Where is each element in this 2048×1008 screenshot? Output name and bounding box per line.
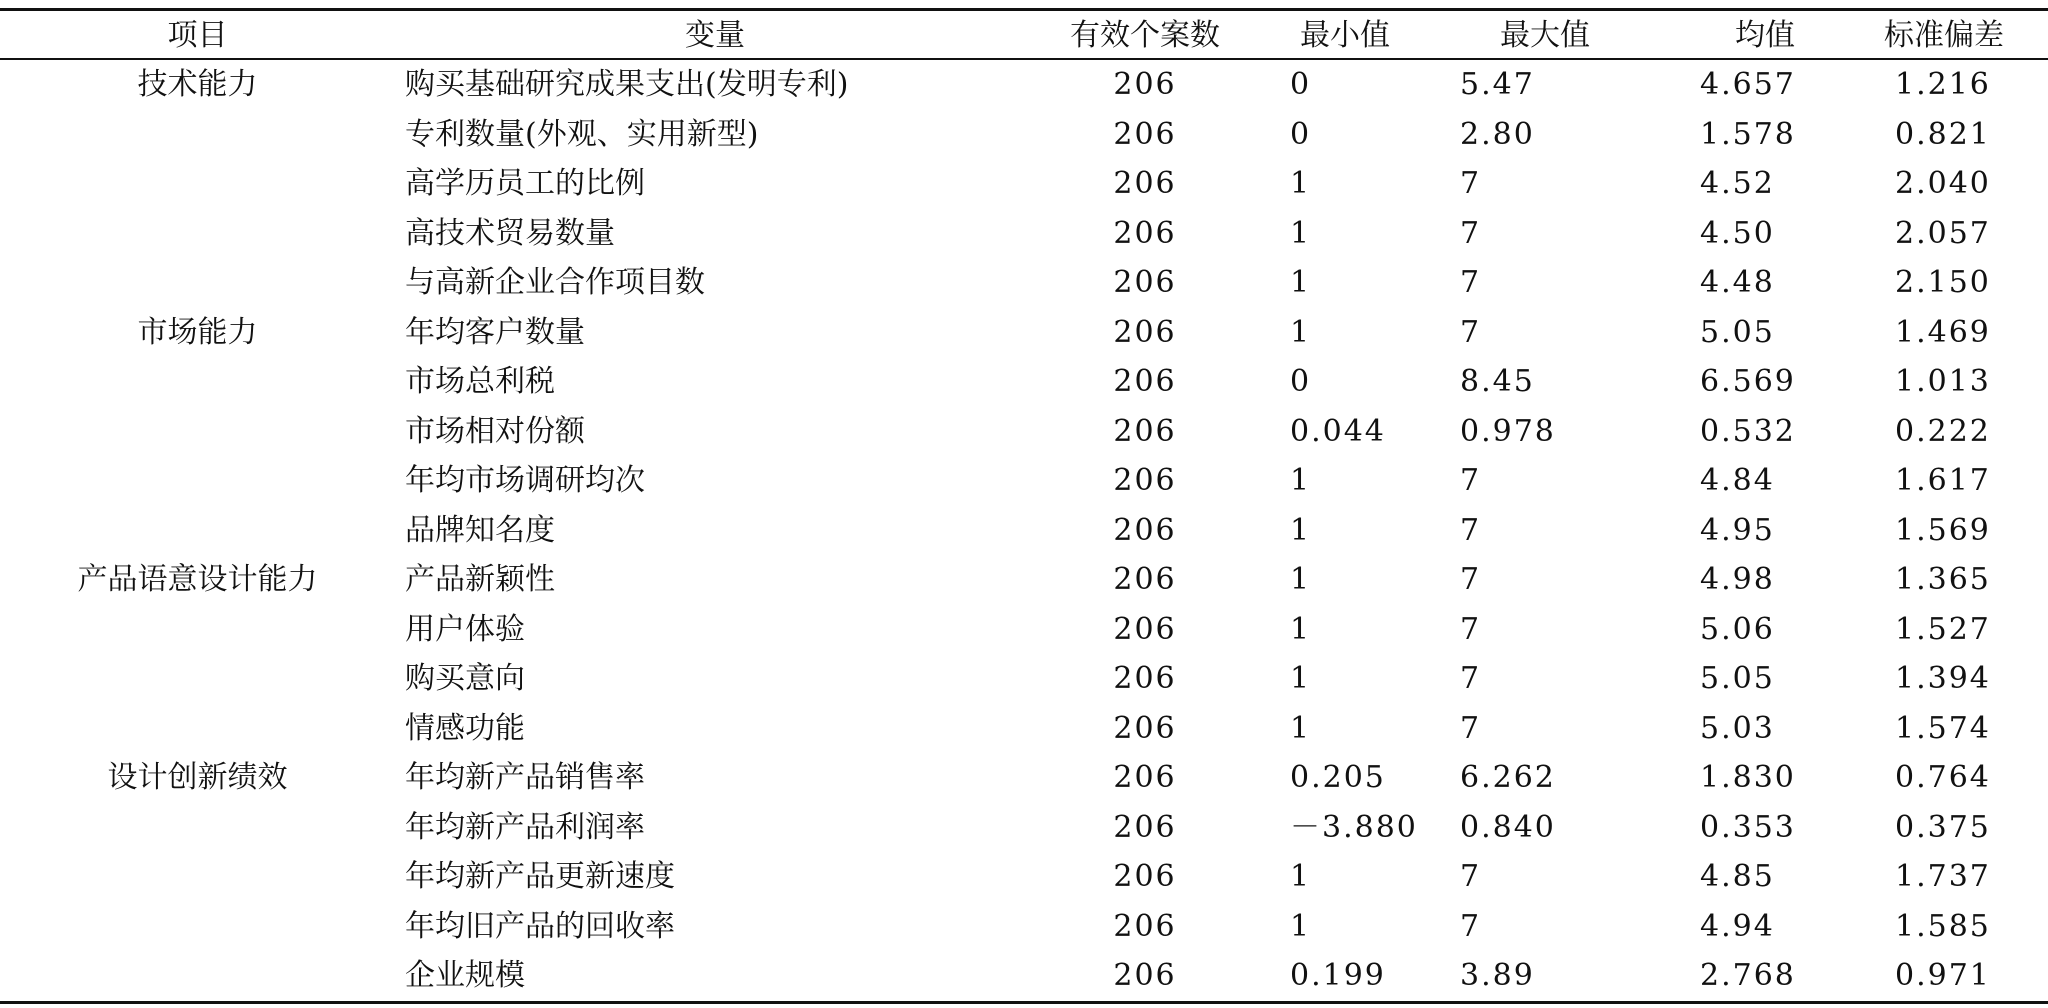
table-row: [0, 654, 2048, 704]
row-max: 0.840: [1460, 809, 1556, 845]
row-sd: 1.394: [1895, 661, 1991, 696]
row-mean: 4.52: [1700, 166, 1775, 201]
table-row: [0, 951, 2048, 1001]
table-row: [0, 704, 2048, 754]
row-n: 206: [1113, 760, 1177, 795]
row-min: 0.205: [1290, 760, 1386, 795]
row-variable: 情感功能: [405, 710, 525, 746]
row-mean: 4.95: [1700, 512, 1775, 548]
row-sd: 1.569: [1895, 512, 1991, 548]
row-mean: 5.05: [1700, 314, 1775, 350]
row-n: 206: [1113, 859, 1177, 894]
row-variable: 市场相对份额: [405, 413, 585, 449]
row-mean: 0.353: [1700, 809, 1796, 845]
row-n: 206: [1113, 215, 1177, 251]
table-row: [0, 902, 2048, 952]
row-mean: 5.06: [1700, 611, 1775, 647]
row-n: 206: [1113, 710, 1177, 746]
row-sd: 0.764: [1895, 760, 1991, 795]
row-variable: 年均市场调研均次: [405, 463, 645, 498]
row-sd: 0.971: [1895, 958, 1991, 993]
row-sd: 1.013: [1895, 364, 1991, 399]
row-mean: 1.578: [1700, 116, 1796, 152]
row-item: 市场能力: [137, 314, 258, 350]
row-min: 1: [1290, 562, 1312, 597]
row-item: [0, 407, 395, 457]
row-max: 7: [1460, 661, 1482, 696]
row-n: 206: [1113, 166, 1177, 201]
row-item: [0, 110, 395, 160]
row-min: 1: [1290, 908, 1312, 944]
row-sd: 1.365: [1895, 562, 1991, 597]
row-n: 206: [1113, 67, 1177, 102]
row-n: 206: [1113, 314, 1177, 350]
row-mean: 4.85: [1700, 859, 1775, 894]
row-max: 7: [1460, 463, 1482, 498]
row-min: 0.044: [1290, 413, 1386, 449]
row-variable: 年均客户数量: [405, 314, 585, 350]
row-variable: 年均旧产品的回收率: [405, 908, 675, 944]
header-item: 项目: [167, 18, 228, 53]
row-max: 7: [1460, 166, 1482, 201]
row-max: 7: [1460, 908, 1482, 944]
row-variable: 年均新产品销售率: [405, 760, 645, 795]
row-sd: 1.527: [1895, 611, 1991, 647]
table-row: [0, 852, 2048, 902]
row-mean: 4.94: [1700, 908, 1775, 944]
row-n: 206: [1113, 611, 1177, 647]
row-mean: 4.50: [1700, 215, 1775, 251]
row-max: 8.45: [1460, 364, 1535, 399]
row-min: 0: [1290, 116, 1312, 152]
row-sd: 1.617: [1895, 463, 1991, 498]
row-sd: 2.057: [1895, 215, 1991, 251]
table-row: [0, 308, 2048, 358]
row-max: 6.262: [1460, 760, 1556, 795]
row-mean: 4.98: [1700, 562, 1775, 597]
row-variable: 购买意向: [405, 661, 525, 696]
row-n: 206: [1113, 364, 1177, 399]
table-row: [0, 60, 2048, 110]
row-min: 1: [1290, 661, 1312, 696]
table-row: [0, 456, 2048, 506]
row-max: 7: [1460, 611, 1482, 647]
row-n: 206: [1113, 562, 1177, 597]
row-variable: 高技术贸易数量: [405, 215, 615, 251]
row-mean: 5.05: [1700, 661, 1775, 696]
row-mean: 2.768: [1700, 958, 1796, 993]
header-mean: 均值: [1735, 18, 1795, 53]
row-max: 7: [1460, 562, 1482, 597]
row-min: 0: [1290, 364, 1312, 399]
row-n: 206: [1113, 265, 1177, 300]
row-mean: 4.48: [1700, 265, 1775, 300]
row-max: 2.80: [1460, 116, 1535, 152]
row-sd: 0.222: [1895, 413, 1991, 449]
header-row: [0, 11, 2048, 61]
row-min: 1: [1290, 512, 1312, 548]
row-n: 206: [1113, 661, 1177, 696]
row-min: 0: [1290, 67, 1312, 102]
header-sd: 标准偏差: [1884, 18, 2004, 53]
row-mean: 1.830: [1700, 760, 1796, 795]
row-variable: 年均新产品更新速度: [405, 859, 675, 894]
row-mean: 5.03: [1700, 710, 1775, 746]
table-row: [0, 357, 2048, 407]
row-item: [0, 951, 395, 1001]
row-item: [0, 704, 395, 754]
row-item: 技术能力: [137, 67, 258, 102]
row-item: [0, 803, 395, 853]
row-n: 206: [1113, 809, 1177, 845]
row-min: 1: [1290, 166, 1312, 201]
row-item: [0, 852, 395, 902]
row-n: 206: [1113, 463, 1177, 498]
row-mean: 6.569: [1700, 364, 1796, 399]
table-row: [0, 110, 2048, 160]
row-n: 206: [1113, 908, 1177, 944]
row-item: [0, 506, 395, 556]
table-row: [0, 555, 2048, 605]
row-n: 206: [1113, 413, 1177, 449]
row-min: 1: [1290, 611, 1312, 647]
row-max: 7: [1460, 265, 1482, 300]
row-mean: 0.532: [1700, 413, 1796, 449]
row-min: 1: [1290, 215, 1312, 251]
table-row: [0, 753, 2048, 803]
row-item: [0, 159, 395, 209]
row-variable: 用户体验: [405, 611, 525, 647]
row-max: 7: [1460, 215, 1482, 251]
row-max: 5.47: [1460, 67, 1535, 102]
row-min: 0.199: [1290, 958, 1386, 993]
row-item: [0, 357, 395, 407]
row-item: 设计创新绩效: [107, 760, 288, 795]
header-n: 有效个案数: [1070, 18, 1220, 53]
table-row: [0, 159, 2048, 209]
row-sd: 1.469: [1895, 314, 1991, 350]
row-min: 1: [1290, 314, 1312, 350]
row-sd: 1.216: [1895, 67, 1991, 102]
row-max: 7: [1460, 859, 1482, 894]
row-sd: 1.737: [1895, 859, 1991, 894]
row-sd: 2.150: [1895, 265, 1991, 300]
row-max: 7: [1460, 512, 1482, 548]
row-n: 206: [1113, 512, 1177, 548]
table-row: [0, 258, 2048, 308]
row-max: 7: [1460, 314, 1482, 350]
row-min: 1: [1290, 859, 1312, 894]
table-row: [0, 506, 2048, 556]
row-variable: 与高新企业合作项目数: [405, 265, 705, 300]
row-mean: 4.84: [1700, 463, 1775, 498]
row-max: 0.978: [1460, 413, 1556, 449]
row-item: [0, 654, 395, 704]
row-item: [0, 258, 395, 308]
table-row: [0, 209, 2048, 259]
row-variable: 购买基础研究成果支出(发明专利): [405, 67, 849, 102]
header-max: 最大值: [1500, 18, 1590, 53]
row-min: 1: [1290, 265, 1312, 300]
table-row: [0, 407, 2048, 457]
row-variable: 高学历员工的比例: [405, 166, 645, 201]
row-item: 产品语意设计能力: [77, 562, 318, 597]
row-variable: 品牌知名度: [405, 512, 555, 548]
row-item: [0, 209, 395, 259]
row-variable: 产品新颖性: [405, 562, 555, 597]
row-n: 206: [1113, 116, 1177, 152]
row-item: [0, 902, 395, 952]
header-min: 最小值: [1300, 18, 1390, 53]
row-min: 1: [1290, 710, 1312, 746]
row-max: 7: [1460, 710, 1482, 746]
row-sd: 0.821: [1895, 116, 1991, 152]
row-min: －3.880: [1290, 809, 1418, 845]
table-row: [0, 803, 2048, 853]
row-item: [0, 456, 395, 506]
row-variable: 专利数量(外观、实用新型): [405, 116, 759, 152]
row-min: 1: [1290, 463, 1312, 498]
row-item: [0, 605, 395, 655]
row-sd: 1.574: [1895, 710, 1991, 746]
row-variable: 企业规模: [405, 958, 525, 993]
row-sd: 2.040: [1895, 166, 1991, 201]
table-row: [0, 605, 2048, 655]
row-mean: 4.657: [1700, 67, 1796, 102]
row-variable: 市场总利税: [405, 364, 555, 399]
row-sd: 1.585: [1895, 908, 1991, 944]
bottom-rule: [0, 1001, 2048, 1004]
row-variable: 年均新产品利润率: [405, 809, 645, 845]
row-max: 3.89: [1460, 958, 1535, 993]
header-variable: 变量: [685, 18, 745, 53]
row-n: 206: [1113, 958, 1177, 993]
row-sd: 0.375: [1895, 809, 1991, 845]
